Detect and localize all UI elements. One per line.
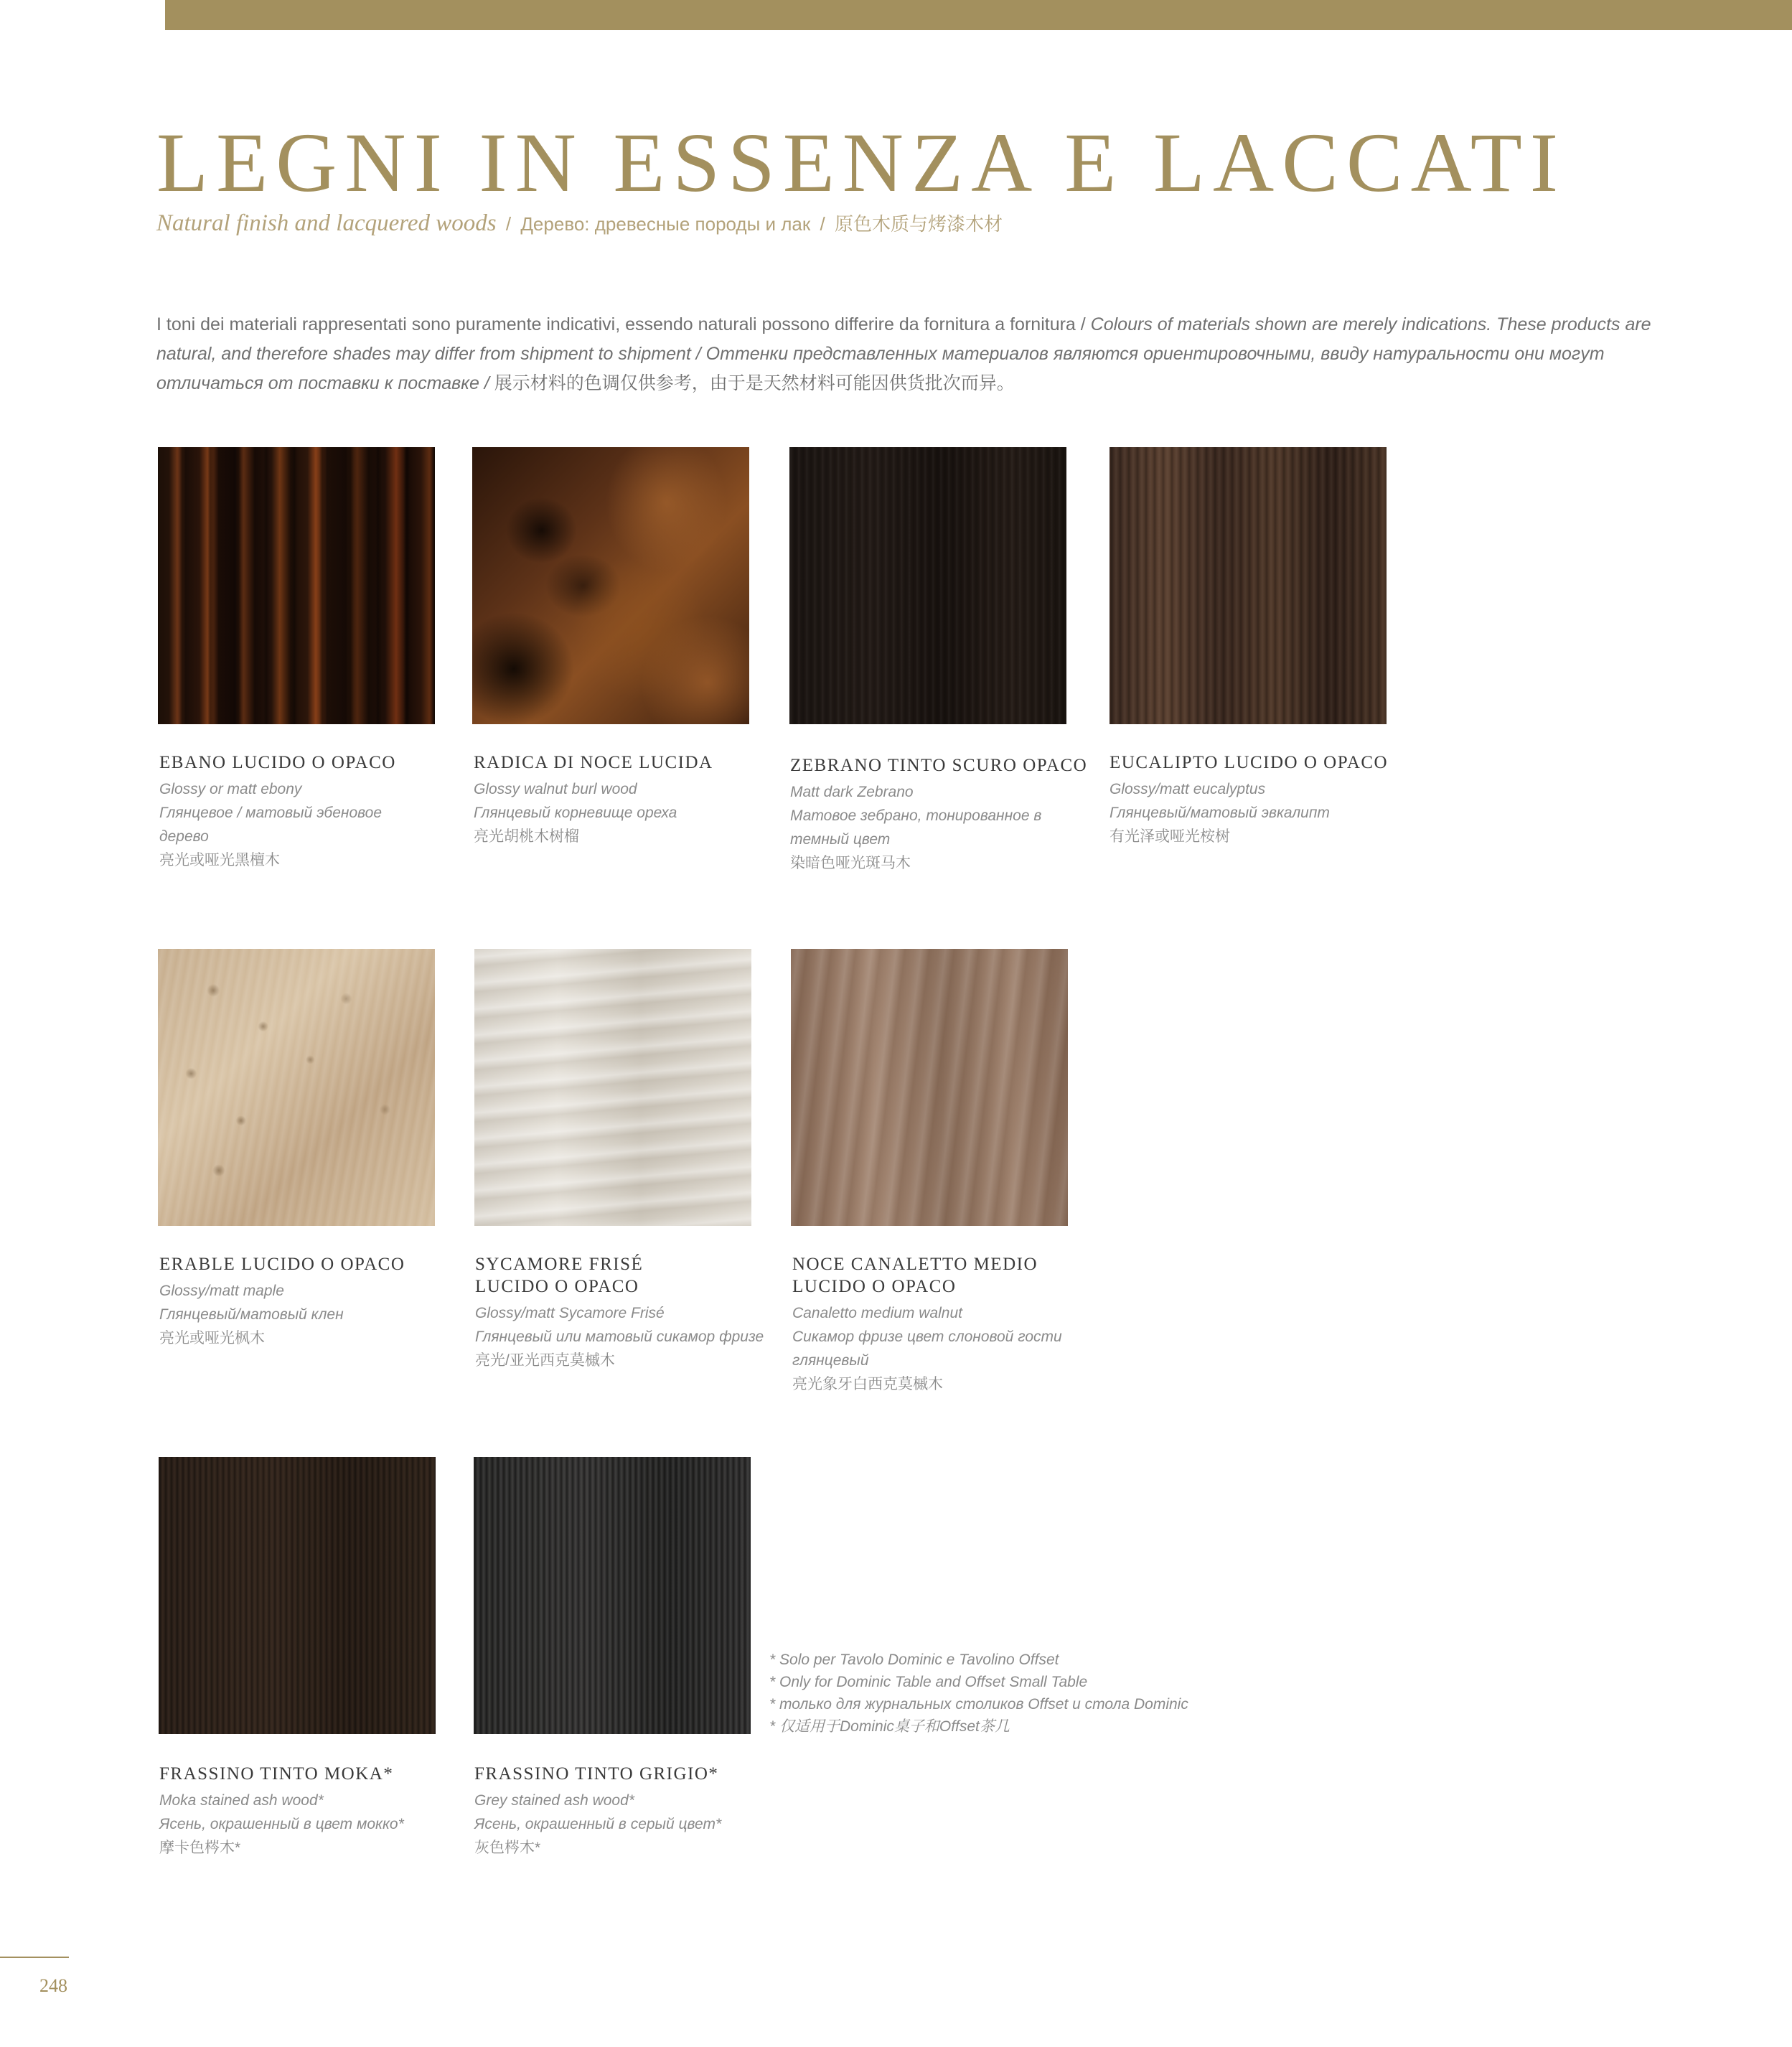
swatch-radica-di-noce bbox=[472, 447, 749, 724]
swatch-name: FRASSINO TINTO MOKA* bbox=[159, 1764, 394, 1784]
swatch-name-en: Glossy/matt maple bbox=[159, 1283, 284, 1299]
intro-it: I toni dei materiali rappresentati sono puramente indicativi, essendo naturali possono differire da fornitura a fornitura / bbox=[156, 314, 1091, 334]
swatch-name: ERABLE LUCIDO O OPACO bbox=[159, 1255, 405, 1274]
swatch-name-ru: Матовое зебрано, тонированное в темный цвет bbox=[790, 807, 1042, 848]
swatch-name: NOCE CANALETTO MEDIO LUCIDO O OPACO bbox=[792, 1255, 1038, 1296]
swatch-ebano bbox=[158, 447, 435, 724]
footnote-it: * Solo per Tavolo Dominic e Tavolino Offset bbox=[769, 1652, 1059, 1668]
swatch-name-zh: 有光泽或哑光桉树 bbox=[1110, 828, 1230, 845]
caption-sycamore-frise bbox=[475, 1253, 777, 1372]
swatch-name-en: Glossy/matt Sycamore Frisé bbox=[475, 1305, 665, 1321]
swatch-name-en: Glossy walnut burl wood bbox=[474, 781, 637, 797]
intro-en: Colours of materials shown are merely indications. These products are natural, and therefore shades may differ from shipment to shipment / bbox=[156, 314, 1651, 364]
swatch-name-zh: 亮光或哑光黑檀木 bbox=[159, 852, 280, 868]
caption-eucalipto bbox=[1110, 751, 1411, 848]
footnote-ru: * только для журнальных столиков Offset и стола Dominic bbox=[769, 1696, 1188, 1713]
swatch-name-en: Glossy or matt ebony bbox=[159, 781, 302, 797]
page-number: 248 bbox=[39, 1975, 67, 1996]
page-subtitle bbox=[156, 210, 1003, 237]
caption-frassino-moka bbox=[159, 1763, 461, 1860]
swatch-name-en: Canaletto medium walnut bbox=[792, 1305, 962, 1321]
caption-radica-di-noce bbox=[474, 751, 775, 848]
swatch-frassino-moka bbox=[159, 1457, 436, 1734]
swatch-name-zh: 亮光或哑光枫木 bbox=[159, 1330, 265, 1346]
page-title: LEGNI IN ESSENZA E LACCATI bbox=[156, 116, 1567, 210]
swatch-zebrano bbox=[789, 447, 1066, 724]
footnote bbox=[769, 1649, 1188, 1738]
swatch-name-ru: Глянцевый или матовый сикамор фризе bbox=[475, 1329, 764, 1345]
swatch-name: RADICA DI NOCE LUCIDA bbox=[474, 753, 713, 772]
swatch-erable bbox=[158, 949, 435, 1226]
swatch-name-ru: Глянцевый корневище ореха bbox=[474, 805, 677, 821]
swatch-name: EBANO LUCIDO O OPACO bbox=[159, 753, 396, 772]
swatch-name-zh: 摩卡色梣木* bbox=[159, 1840, 241, 1856]
footnote-zh: * 仅适用于Dominic桌子和Offset茶几 bbox=[769, 1718, 1010, 1735]
swatch-frassino-grigio bbox=[474, 1457, 751, 1734]
swatch-name-en: Glossy/matt eucalyptus bbox=[1110, 781, 1266, 797]
caption-erable bbox=[159, 1253, 461, 1350]
swatch-name-zh: 灰色梣木* bbox=[474, 1840, 541, 1856]
caption-zebrano bbox=[790, 754, 1092, 875]
swatch-name-ru: Сикамор фризе цвет слоновой гости глянцевый bbox=[792, 1329, 1062, 1369]
caption-noce-canaletto bbox=[792, 1253, 1094, 1396]
subtitle-separator: / bbox=[820, 213, 825, 235]
swatch-name-zh: 亮光胡桃木树榴 bbox=[474, 828, 579, 845]
subtitle-ru: Дерево: древесные породы и лак bbox=[520, 213, 811, 235]
top-accent-bar bbox=[165, 0, 1792, 30]
caption-ebano bbox=[159, 751, 461, 872]
caption-frassino-grigio bbox=[474, 1763, 776, 1860]
intro-zh: 展示材料的色调仅供参考，由于是天然材料可能因供货批次而异。 bbox=[494, 373, 1015, 393]
swatch-name-zh: 亮光/亚光西克莫槭木 bbox=[475, 1352, 615, 1369]
subtitle-en: Natural finish and lacquered woods bbox=[156, 210, 497, 236]
swatch-name-ru: Глянцевое / матовый эбеновое дерево bbox=[159, 805, 383, 845]
swatch-name-zh: 染暗色哑光斑马木 bbox=[790, 855, 911, 871]
page-number-rule bbox=[0, 1957, 69, 1958]
swatch-name: FRASSINO TINTO GRIGIO* bbox=[474, 1764, 719, 1784]
swatch-name-en: Grey stained ash wood* bbox=[474, 1792, 634, 1809]
intro-text bbox=[156, 310, 1707, 398]
swatch-sycamore-frise bbox=[474, 949, 751, 1226]
subtitle-separator: / bbox=[505, 213, 512, 235]
swatch-name: EUCALIPTO LUCIDO O OPACO bbox=[1110, 753, 1389, 772]
swatch-name-en: Moka stained ash wood* bbox=[159, 1792, 324, 1809]
swatch-name-en: Matt dark Zebrano bbox=[790, 784, 914, 800]
swatch-name: SYCAMORE FRISÉ LUCIDO O OPACO bbox=[475, 1255, 644, 1296]
swatch-name-zh: 亮光象牙白西克莫槭木 bbox=[792, 1376, 943, 1392]
swatch-name-ru: Ясень, окрашенный в цвет мокко* bbox=[159, 1816, 404, 1832]
swatch-name-ru: Глянцевый/матовый клен bbox=[159, 1306, 344, 1323]
swatch-name: ZEBRANO TINTO SCURO OPACO bbox=[790, 756, 1088, 775]
intro-ru: Оттенки представленных материалов являются ориентировочными, ввиду натуральности они могут отличаться от поставки к поставке / bbox=[156, 344, 1605, 393]
footnote-en: * Only for Dominic Table and Offset Small Table bbox=[769, 1674, 1088, 1690]
swatch-noce-canaletto bbox=[791, 949, 1068, 1226]
subtitle-zh: 原色木质与烤漆木材 bbox=[834, 213, 1003, 235]
swatch-name-ru: Ясень, окрашенный в серый цвет* bbox=[474, 1816, 722, 1832]
swatch-name-ru: Глянцевый/матовый эвкалипт bbox=[1110, 805, 1330, 821]
swatch-eucalipto bbox=[1110, 447, 1387, 724]
